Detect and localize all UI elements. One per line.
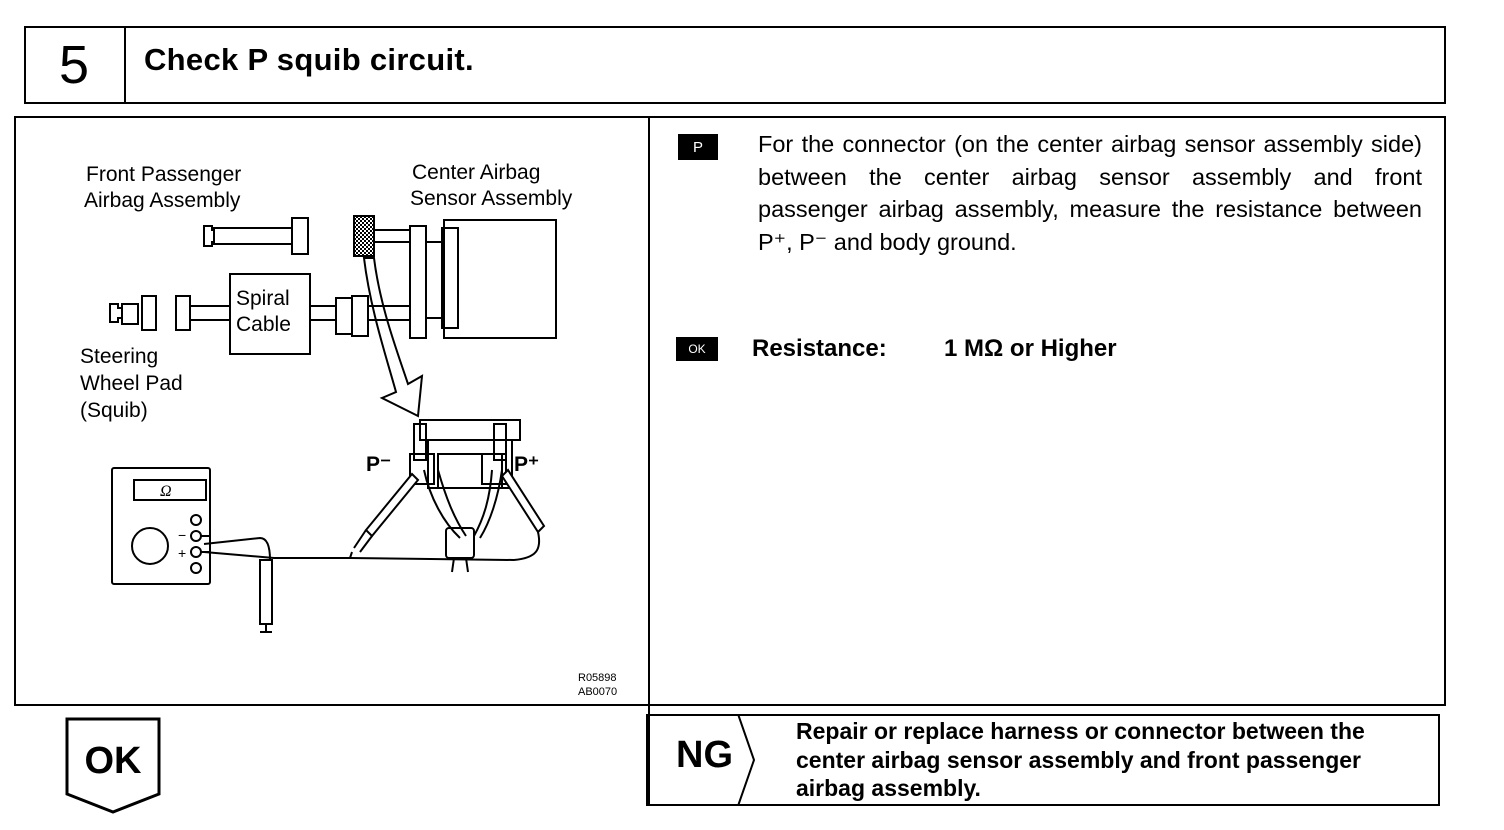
passenger-connector-body — [214, 228, 292, 244]
label-p-plus: P⁺ — [514, 453, 540, 476]
ng-chevron-icon — [736, 714, 760, 806]
step-title: Check P squib circuit. — [144, 42, 474, 77]
ok-label: OK — [84, 740, 142, 782]
test-probe — [260, 560, 272, 624]
p-badge: P — [678, 134, 718, 160]
label-spiral: Spiral — [236, 287, 290, 310]
instruction-text: For the connector (on the center airbag sensor assembly side) between the center airbag sensor assembly and front passenger airbag assembly, measure the resistance between P⁺, P⁻ and body ground. — [758, 131, 1422, 255]
resistance-label: Resistance: — [752, 335, 887, 362]
steering-connector-tip — [110, 304, 122, 322]
probe-left — [366, 474, 418, 536]
figure-code-1: R05898 — [578, 672, 617, 684]
mating-connector — [354, 216, 374, 256]
multimeter-dial — [132, 528, 168, 564]
label-steering-1: Steering — [80, 345, 159, 368]
figure-code-2: AB0070 — [578, 686, 618, 698]
svg-text:−: − — [178, 527, 187, 543]
label-center-airbag-1: Center Airbag — [412, 161, 541, 184]
svg-text:+: + — [178, 545, 187, 561]
passenger-connector-head — [292, 218, 308, 254]
center-sensor-box — [444, 220, 556, 338]
label-p-minus: P⁻ — [366, 453, 392, 476]
label-steering-2: Wheel Pad — [80, 372, 183, 395]
step-number: 5 — [58, 35, 90, 95]
ohm-symbol: Ω — [160, 483, 172, 500]
harness-bracket — [410, 226, 426, 338]
ok-badge: OK — [676, 337, 718, 361]
probe-right — [502, 470, 544, 532]
resistance-value: 1 MΩ or Higher — [944, 335, 1117, 362]
passenger-connector-tip — [204, 226, 214, 246]
label-steering-3: (Squib) — [80, 399, 148, 422]
ng-action: Repair or replace harness or connector between the center airbag sensor assembly and front passenger airbag assembly. — [796, 718, 1365, 801]
header-divider — [124, 26, 126, 104]
harness-bundle — [446, 528, 474, 558]
label-cable: Cable — [236, 313, 291, 336]
ng-label: NG — [676, 734, 733, 776]
label-front-passenger-2: Airbag Assembly — [84, 189, 241, 212]
label-center-airbag-2: Sensor Assembly — [410, 187, 573, 210]
panel-divider — [648, 116, 650, 806]
label-front-passenger-1: Front Passenger — [86, 163, 242, 186]
